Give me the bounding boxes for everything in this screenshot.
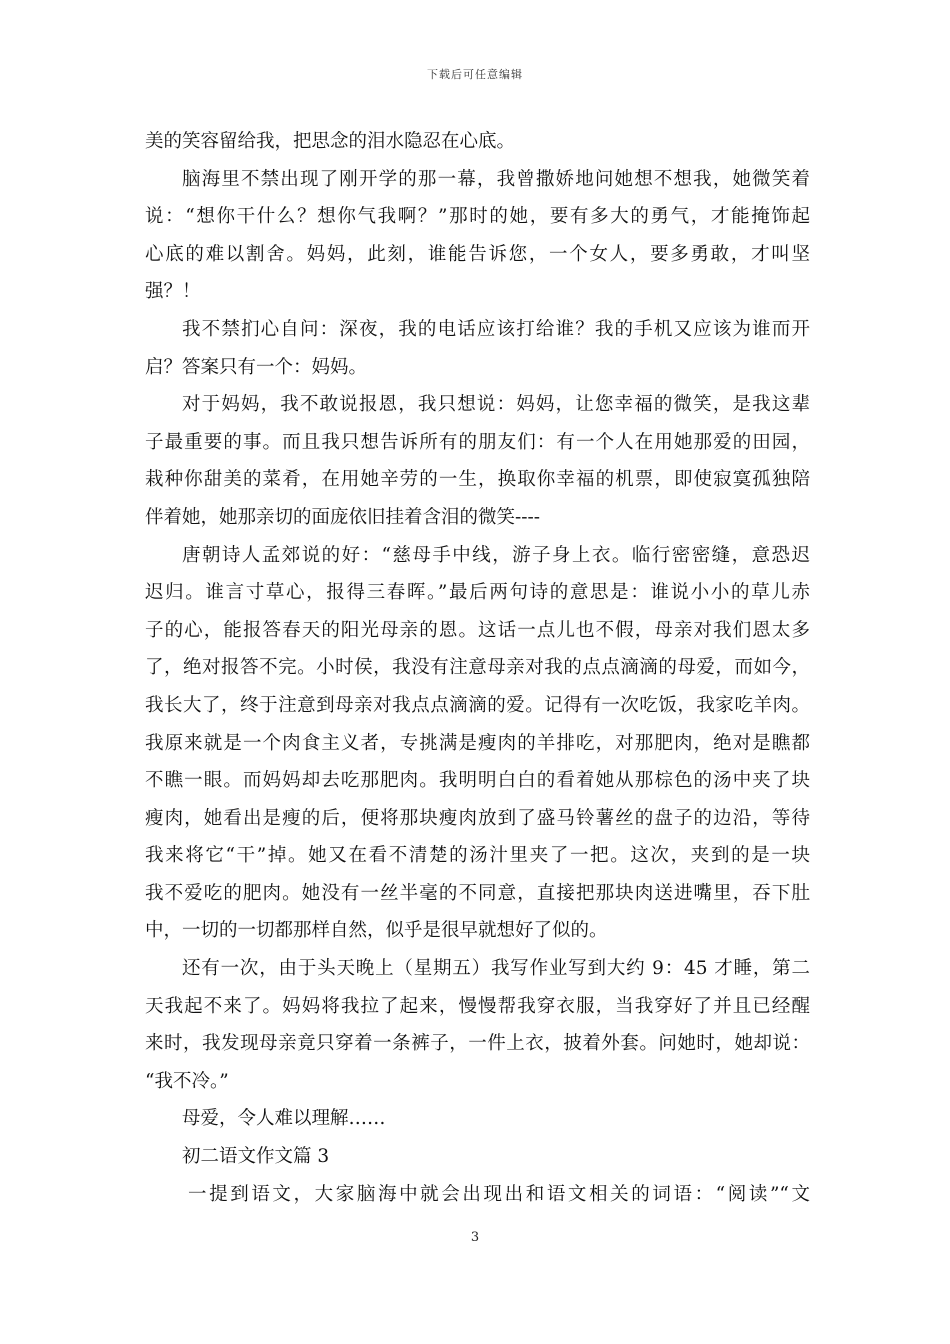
text-line: 说：“想你干什么？想你气我啊？”那时的她，要有多大的勇气，才能掩饰起 bbox=[145, 206, 810, 228]
text-line: 母爱，令人难以理解…… bbox=[182, 1108, 386, 1130]
text-line: 来时，我发现母亲竟只穿着一条裤子，一件上衣，披着外套。问她时，她却说： bbox=[145, 1033, 810, 1055]
text-line: 我不禁扪心自问：深夜，我的电话应该打给谁？我的手机又应该为谁而开 bbox=[182, 318, 810, 340]
text-line: 栽种你甜美的菜肴，在用她辛劳的一生，换取你幸福的机票，即使寂寞孤独陪 bbox=[145, 469, 810, 491]
text-line: 一提到语文，大家脑海中就会出现出和语文相关的词语：“阅读”“文 bbox=[188, 1183, 810, 1205]
text-line: 我不爱吃的肥肉。她没有一丝半毫的不同意，直接把那块肉送进嘴里，吞下肚 bbox=[145, 882, 810, 904]
text-line: 我来将它“干”掉。她又在看不清楚的汤汁里夹了一把。这次，夹到的是一块 bbox=[145, 845, 810, 867]
page-number: 3 bbox=[470, 1230, 480, 1245]
text-line: 启？答案只有一个：妈妈。 bbox=[145, 356, 368, 378]
text-line: 中，一切的一切都那样自然，似乎是很早就想好了似的。 bbox=[145, 920, 608, 942]
text-line: 子的心，能报答春天的阳光母亲的恩。这话一点儿也不假，母亲对我们恩太多 bbox=[145, 619, 810, 641]
text-line: 迟归。谁言寸草心，报得三春晖。”最后两句诗的意思是：谁说小小的草儿赤 bbox=[145, 582, 810, 604]
text-line: 唐朝诗人孟郊说的好：“慈母手中线，游子身上衣。临行密密缝，意恐迟 bbox=[182, 544, 810, 566]
text-line: “我不冷。” bbox=[145, 1070, 229, 1092]
document-body bbox=[145, 123, 810, 1213]
section-heading: 初二语文作文篇 3 bbox=[182, 1146, 330, 1168]
text-line: 天我起不来了。妈妈将我拉了起来，慢慢帮我穿衣服，当我穿好了并且已经醒 bbox=[145, 995, 810, 1017]
text-line: 我长大了，终于注意到母亲对我点点滴滴的爱。记得有一次吃饭，我家吃羊肉。 bbox=[145, 694, 810, 716]
text-line: 我原来就是一个肉食主义者，专挑满是瘦肉的羊排吃，对那肥肉，绝对是瞧都 bbox=[145, 732, 810, 754]
text-line: 美的笑容留给我，把思念的泪水隐忍在心底。 bbox=[145, 131, 516, 152]
text-line: 瘦肉，她看出是瘦的后，便将那块瘦肉放到了盛马铃薯丝的盘子的边沿，等待 bbox=[145, 807, 810, 829]
text-line: 不瞧一眼。而妈妈却去吃那肥肉。我明明白白的看着她从那棕色的汤中夹了块 bbox=[145, 770, 810, 792]
text-line: 伴着她，她那亲切的面庞依旧挂着含泪的微笑---- bbox=[145, 506, 541, 528]
text-line: 心底的难以割舍。妈妈，此刻，谁能告诉您，一个女人，要多勇敢，才叫坚 bbox=[145, 243, 810, 265]
text-line: 了，绝对报答不完。小时侯，我没有注意母亲对我的点点滴滴的母爱，而如今， bbox=[145, 657, 810, 679]
text-line: 强？！ bbox=[145, 281, 201, 303]
text-line: 子最重要的事。而且我只想告诉所有的朋友们：有一个人在用她那爱的田园， bbox=[145, 431, 810, 453]
page-header: 下载后可任意编辑 bbox=[427, 68, 523, 81]
text-line: 还有一次，由于头天晚上（星期五）我写作业写到大约 9：45 才睡，第二 bbox=[182, 958, 810, 980]
text-line: 脑海里不禁出现了刚开学的那一幕，我曾撒娇地问她想不想我，她微笑着 bbox=[182, 168, 810, 190]
text-line: 对于妈妈，我不敢说报恩，我只想说：妈妈，让您幸福的微笑，是我这辈 bbox=[182, 394, 810, 416]
